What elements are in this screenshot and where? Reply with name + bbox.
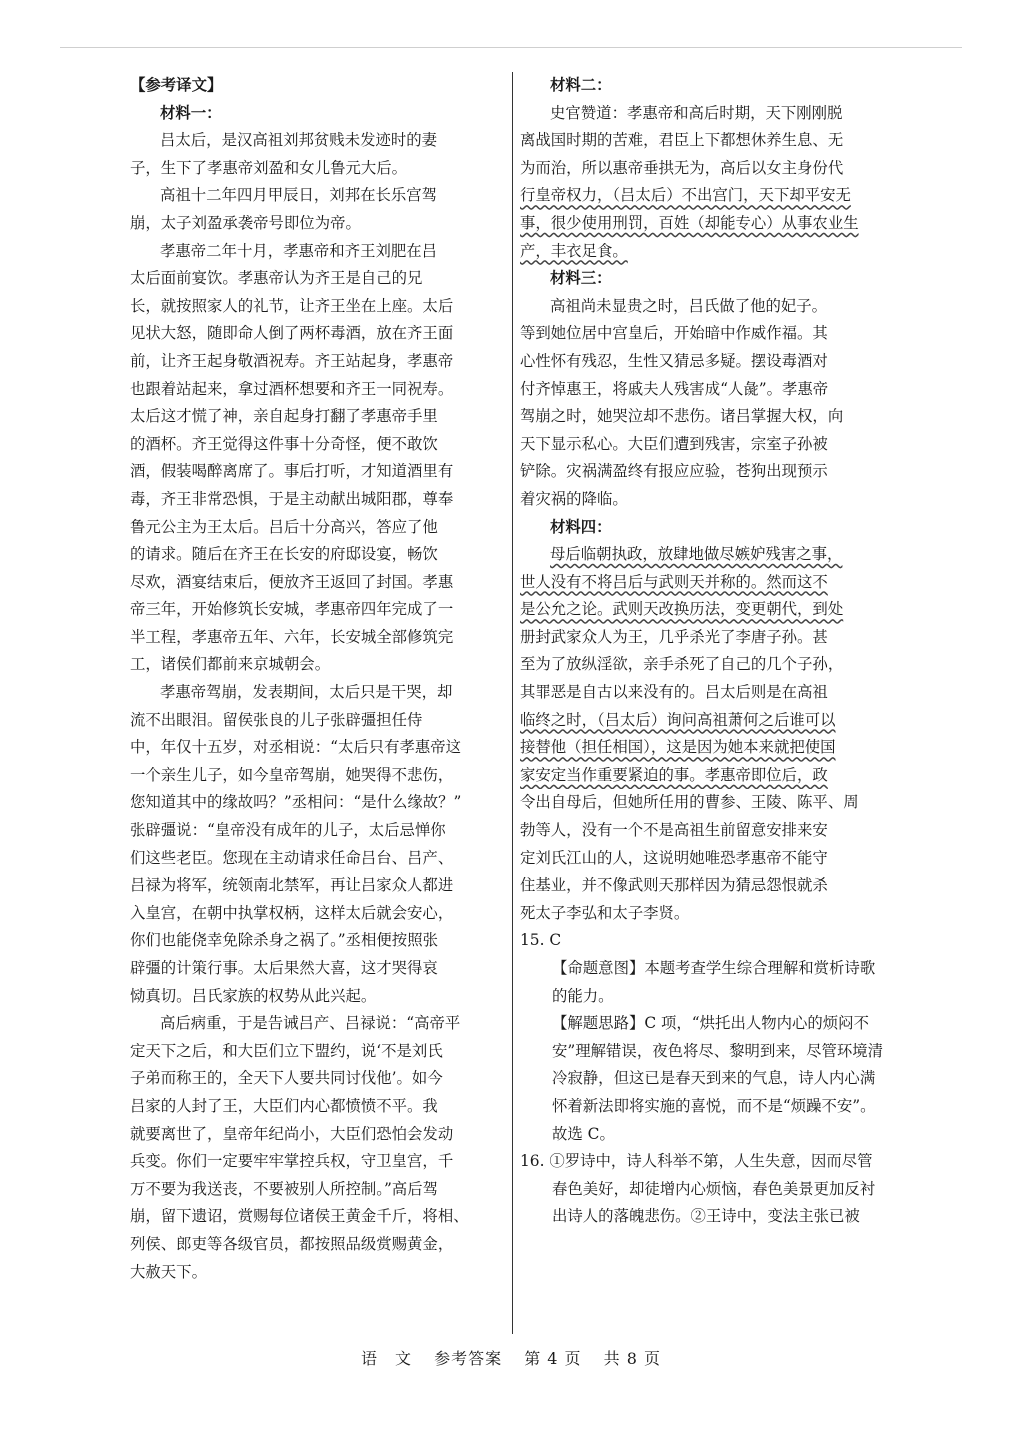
left-text-line: 大赦天下。 — [130, 1262, 207, 1281]
right-text-line: 材料三： — [550, 269, 612, 288]
footer-subject: 语 文 — [360, 1349, 412, 1368]
left-text-line: 流不出眼泪。留侯张良的儿子张辟彊担任侍 — [130, 710, 423, 729]
underlined-span: 事，很少使用刑罚，百姓（却能专心）从事农业生 — [520, 213, 859, 232]
left-text-line: 酒，假装喝醉离席了。事后打听，才知道酒里有 — [130, 462, 454, 481]
right-underlined-text-line — [520, 569, 925, 597]
right-text-line: 定刘氏江山的人，这说明她唯恐孝惠帝不能守 — [520, 848, 828, 867]
left-text-line: 长，就按照家人的礼节，让齐王坐在上座。太后 — [130, 296, 454, 315]
left-text-line: 们这些老臣。您现在主动请求任命吕台、吕产、 — [130, 848, 454, 867]
left-text-line: 您知道其中的缘故吗？”丞相问：“是什么缘故？” — [130, 793, 462, 812]
right-text-line: 冷寂静，但这已是春天到来的气息，诗人内心满 — [552, 1069, 876, 1088]
right-text-line: 等到她位居中宫皇后，开始暗中作威作福。其 — [520, 324, 828, 343]
right-text-line: 【解题思路】C 项，“烘托出人物内心的烦闷不 — [552, 1014, 869, 1033]
left-text-line: 高祖十二年四月甲辰日，刘邦在长乐宫驾 — [160, 186, 438, 205]
left-text-line: 的酒杯。齐王觉得这件事十分奇怪，便不敢饮 — [130, 434, 438, 453]
right-text-line: 怀着新法即将实施的喜悦，而不是“烦躁不安”。 — [552, 1096, 876, 1115]
right-text-line: 出诗人的落魄悲伤。②王诗中，变法主张已被 — [552, 1207, 860, 1226]
underlined-span: 接替他（担任相国），这是因为她本来就把使国 — [520, 738, 836, 757]
right-underlined-text-line — [520, 734, 925, 762]
right-text-line: 付齐悼惠王，将戚夫人残害成“人彘”。孝惠帝 — [520, 379, 829, 398]
left-text-line: 兵变。你们一定要牢牢掌控兵权，守卫皇宫，千 — [130, 1152, 454, 1171]
left-text-line: 毒，齐王非常恐惧，于是主动献出城阳郡，尊奉 — [130, 489, 454, 508]
left-text-line: 入皇宫，在朝中执掌权柄，这样太后就会安心， — [130, 903, 454, 922]
right-text-line: 离战国时期的苦难，君臣上下都想休养生息、无 — [520, 131, 844, 150]
right-text-line: 材料四： — [550, 517, 612, 536]
left-text-line: 万不要为我送丧，不要被别人所控制。”高后驾 — [130, 1179, 438, 1198]
right-text-line: 的能力。 — [552, 986, 614, 1005]
left-text-line: 太后这才慌了神，亲自起身打翻了孝惠帝手里 — [130, 407, 438, 426]
right-text-line: 其罪恶是自古以来没有的。吕太后则是在高祖 — [520, 683, 828, 702]
right-underlined-text-line — [520, 182, 925, 210]
left-text-line: 子，生下了孝惠帝刘盈和女儿鲁元大后。 — [130, 158, 408, 177]
right-underlined-text-line — [520, 541, 925, 569]
right-text-line: 材料二： — [550, 76, 612, 94]
underlined-span: 临终之时，（吕太后）询问高祖萧何之后谁可以 — [520, 710, 836, 729]
left-text-line: 一个亲生儿子，如今皇帝驾崩，她哭得不悲伤， — [130, 765, 454, 784]
footer-page: 第 4 页 — [524, 1349, 582, 1368]
right-text-line: 铲除。灾祸满盈终有报应应验，苍狗出现预示 — [520, 462, 828, 481]
left-text-line: 太后面前宴饮。孝惠帝认为齐王是自己的兄 — [130, 269, 423, 288]
left-text-line: 材料一： — [160, 103, 222, 122]
left-text-line: 列侯、郎吏等各级官员，都按照品级赏赐黄金， — [130, 1234, 454, 1253]
right-text-line: 春色美好，却徒增内心烦恼，春色美景更加反衬 — [552, 1179, 876, 1198]
left-text-line: 恸真切。吕氏家族的权势从此兴起。 — [130, 986, 377, 1005]
right-text-line: 着灾祸的降临。 — [520, 489, 628, 508]
top-rule — [60, 47, 962, 48]
right-underlined-text-line — [520, 238, 925, 266]
left-text-line: 半工程，孝惠帝五年、六年，长安城全部修筑完 — [130, 627, 454, 646]
left-text-line: 吕太后，是汉高祖刘邦贫贱未发迹时的妻 — [160, 131, 438, 150]
left-text-line: 就要离世了，皇帝年纪尚小，大臣们恐怕会发动 — [130, 1124, 454, 1143]
right-text-line: 死太子李弘和太子李贤。 — [520, 903, 690, 922]
right-text-line: 令出自母后，但她所任用的曹参、王陵、陈平、周 — [520, 793, 859, 812]
right-underlined-text-line — [520, 596, 925, 624]
left-text-line: 前，让齐王起身敬酒祝寿。齐王站起身，孝惠帝 — [130, 351, 454, 370]
right-text-line: 住基业，并不像武则天那样因为猜忌怨恨就杀 — [520, 876, 828, 895]
left-text-line: 辟彊的计策行事。太后果然大喜，这才哭得哀 — [130, 959, 438, 977]
left-text-line: 鲁元公主为王太后。吕后十分高兴，答应了他 — [130, 517, 438, 536]
right-text-line: 心性怀有残忍，生性又猜忌多疑。摆设毒酒对 — [520, 351, 828, 370]
right-text-line: 安”理解错误，夜色将尽、黎明到来，尽管环境清 — [552, 1041, 884, 1060]
left-text-line: 【参考译文】 — [130, 76, 223, 94]
underlined-span: 世人没有不将吕后与武则天并称的。然而这不 — [520, 572, 828, 591]
footer-total: 共 8 页 — [603, 1349, 662, 1368]
right-text-line: 册封武家众人为王，几乎杀光了李唐子孙。甚 — [520, 627, 828, 646]
left-text-line: 的请求。随后在齐王在长安的府邸设宴，畅饮 — [130, 545, 438, 564]
right-text-line: 高祖尚未显贵之时，吕氏做了他的妃子。 — [550, 296, 828, 315]
left-text-line: 高后病重，于是告诫吕产、吕禄说：“高帝平 — [160, 1014, 461, 1033]
right-text-line: 天下显示私心。大臣们遭到残害，宗室子孙被 — [520, 434, 828, 453]
left-text-line: 孝惠帝二年十月，孝惠帝和齐王刘肥在吕 — [160, 241, 438, 260]
footer-label: 参考答案 — [434, 1349, 503, 1368]
left-text-line: 也跟着站起来，拿过酒杯想要和齐王一同祝寿。 — [130, 379, 454, 398]
left-text-line: 定天下之后，和大臣们立下盟约，说‘不是刘氏 — [130, 1041, 443, 1060]
right-text-line: 15. C — [520, 931, 562, 950]
right-text-line: 16. ①罗诗中，诗人科举不第，人生失意，因而尽管 — [520, 1152, 873, 1171]
right-text-line: 【命题意图】本题考查学生综合理解和赏析诗歌 — [552, 959, 876, 977]
right-text-line: 为而治，所以惠帝垂拱无为，高后以女主身份代 — [520, 158, 844, 177]
right-text-line: 勃等人，没有一个不是高祖生前留意安排来安 — [520, 821, 828, 840]
right-text-line: 驾崩之时，她哭泣却不悲伤。诸吕掌握大权，向 — [520, 407, 844, 426]
right-text-line: 史官赞道：孝惠帝和高后时期，天下刚刚脱 — [550, 103, 843, 122]
left-text-line: 崩，留下遗诏，赏赐每位诸侯王黄金千斤，将相、 — [130, 1207, 469, 1226]
underlined-span: 母后临朝执政，放肆地做尽嫉妒残害之事， — [550, 545, 843, 564]
right-text-line: 故选 C。 — [552, 1124, 615, 1143]
right-underlined-text-line — [520, 762, 925, 790]
column-divider — [512, 72, 513, 1334]
underlined-span: 行皇帝权力，（吕太后）不出宫门，天下却平安无 — [520, 186, 851, 205]
right-text-line: 至为了放纵淫欲，亲手杀死了自己的几个子孙， — [520, 655, 844, 674]
left-text-line: 张辟彊说：“皇帝没有成年的儿子，太后忌惮你 — [130, 821, 446, 840]
underlined-span: 是公允之论。武则天改换历法，变更朝代，到处 — [520, 600, 844, 619]
left-text-line: 子弟而称王的，全天下人要共同讨伐他’。如今 — [130, 1069, 443, 1088]
right-column — [520, 72, 925, 1231]
page-footer — [0, 1346, 1022, 1369]
left-text-line: 帝三年，开始修筑长安城，孝惠帝四年完成了一 — [130, 600, 454, 619]
left-text-line: 你们也能侥幸免除杀身之祸了。”丞相便按照张 — [130, 931, 438, 950]
left-text-line: 工，诸侯们都前来京城朝会。 — [130, 655, 331, 674]
left-text-line: 尽欢，酒宴结束后，便放齐王返回了封国。孝惠 — [130, 572, 454, 591]
left-text-line: 见状大怒，随即命人倒了两杯毒酒，放在齐王面 — [130, 324, 454, 343]
left-text-line: 中，年仅十五岁，对丞相说：“太后只有孝惠帝这 — [130, 738, 462, 757]
underlined-span: 家安定当作重要紧迫的事。孝惠帝即位后，政 — [520, 765, 828, 784]
left-text-line: 孝惠帝驾崩，发表期间，太后只是干哭，却 — [160, 683, 453, 702]
left-text-line: 吕家的人封了王，大臣们内心都愤愤不平。我 — [130, 1096, 438, 1115]
underlined-span: 产，丰衣足食。 — [520, 241, 628, 260]
right-underlined-text-line — [520, 210, 925, 238]
left-text-line: 吕禄为将军，统领南北禁军，再让吕家众人都进 — [130, 876, 454, 895]
left-text-line: 崩，太子刘盈承袭帝号即位为帝。 — [130, 213, 361, 232]
left-column — [130, 72, 510, 1286]
right-underlined-text-line — [520, 707, 925, 735]
